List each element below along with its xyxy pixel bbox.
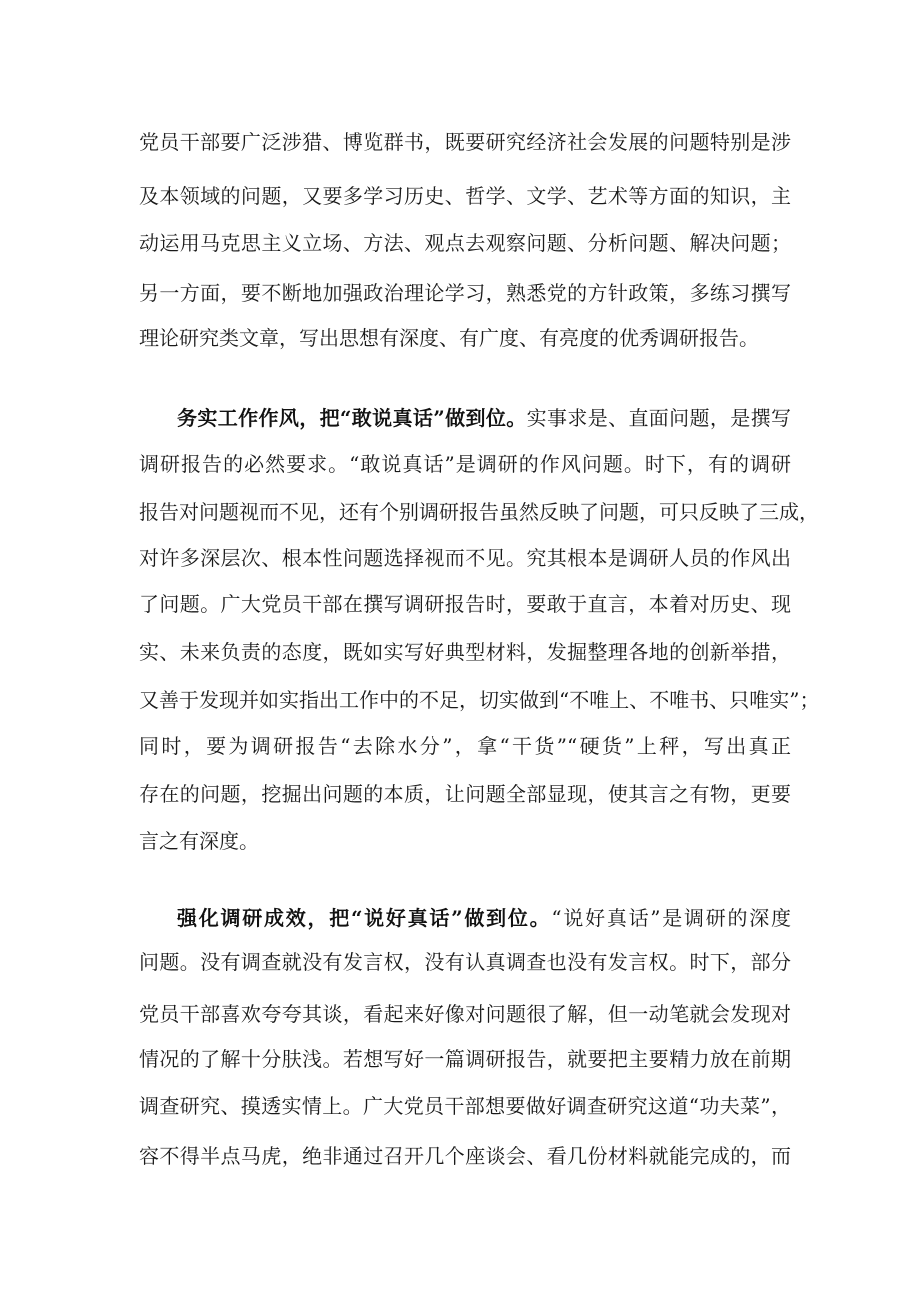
paragraph-2-first-line-text: 实事求是、直面问题，是撰写 [526,406,792,430]
paragraph-2-line-8: 同时，要为调研报告“去除水分”，拿“干货”“硬货”上秤，写出真正 [139,734,791,758]
paragraph-1-line-2: 及本领域的问题，又要多学习历史、哲学、文学、艺术等方面的知识，主 [139,184,791,208]
paragraph-2-line-4: 对许多深层次、根本性问题选择视而不见。究其根本是调研人员的作风出 [139,546,791,570]
paragraph-2-line-5: 了问题。广大党员干部在撰写调研报告时，要敢于直言，本着对历史、现 [139,592,791,616]
paragraph-2-line-6: 实、未来负责的态度，既如实写好典型材料，发掘整理各地的创新举措， [139,640,791,664]
paragraph-2-line-9: 存在的问题，挖掘出问题的本质，让问题全部显现，使其言之有物，更要 [139,782,791,806]
paragraph-3-first-line-text: “说好真话”是调研的深度 [551,906,791,930]
section-heading-speak-well: 强化调研成效，把“说好真话”做到位。 [177,906,552,930]
paragraph-3-line-7 [139,1186,791,1222]
paragraph-2-line-1 [177,400,791,436]
paragraph-3-line-2: 问题。没有调查就没有发言权，没有认真调查也没有发言权。时下，部分 [139,950,791,974]
paragraph-1-line-3: 动运用马克思主义立场、方法、观点去观察问题、分析问题、解决问题； [139,231,791,255]
paragraph-1-line-4: 另一方面，要不断地加强政治理论学习，熟悉党的方针政策，多练习撰写 [139,281,791,305]
paragraph-3-line-3: 党员干部喜欢夸夸其谈，看起来好像对问题很了解，但一动笔就会发现对 [139,1002,791,1026]
section-heading-speak-truth: 务实工作作风，把“敢说真话”做到位。 [177,406,527,430]
paragraph-2-line-10: 言之有深度。 [139,829,259,853]
paragraph-2-line-3: 报告对问题视而不见，还有个别调研报告虽然反映了问题，可只反映了三成， [139,500,819,524]
paragraph-2-line-2: 调研报告的必然要求。“敢说真话”是调研的作风问题。时下，有的调研 [139,452,791,476]
paragraph-1-line-1: 党员干部要广泛涉猎、博览群书，既要研究经济社会发展的问题特别是涉 [139,130,791,154]
paragraph-3-line-1 [177,900,791,936]
paragraph-3-line-4: 情况的了解十分肤浅。若想写好一篇调研报告，就要把主要精力放在前期 [139,1047,791,1071]
paragraph-2-line-7: 又善于发现并如实指出工作中的不足，切实做到“不唯上、不唯书、只唯实”； [139,688,820,712]
paragraph-3-line-5: 调查研究、摸透实情上。广大党员干部想要做好调查研究这道“功夫菜”， [139,1094,791,1118]
paragraph-1-line-5: 理论研究类文章，写出思想有深度、有广度、有亮度的优秀调研报告。 [139,326,759,350]
paragraph-3-line-6: 容不得半点马虎，绝非通过召开几个座谈会、看几份材料就能完成的，而 [139,1144,791,1168]
